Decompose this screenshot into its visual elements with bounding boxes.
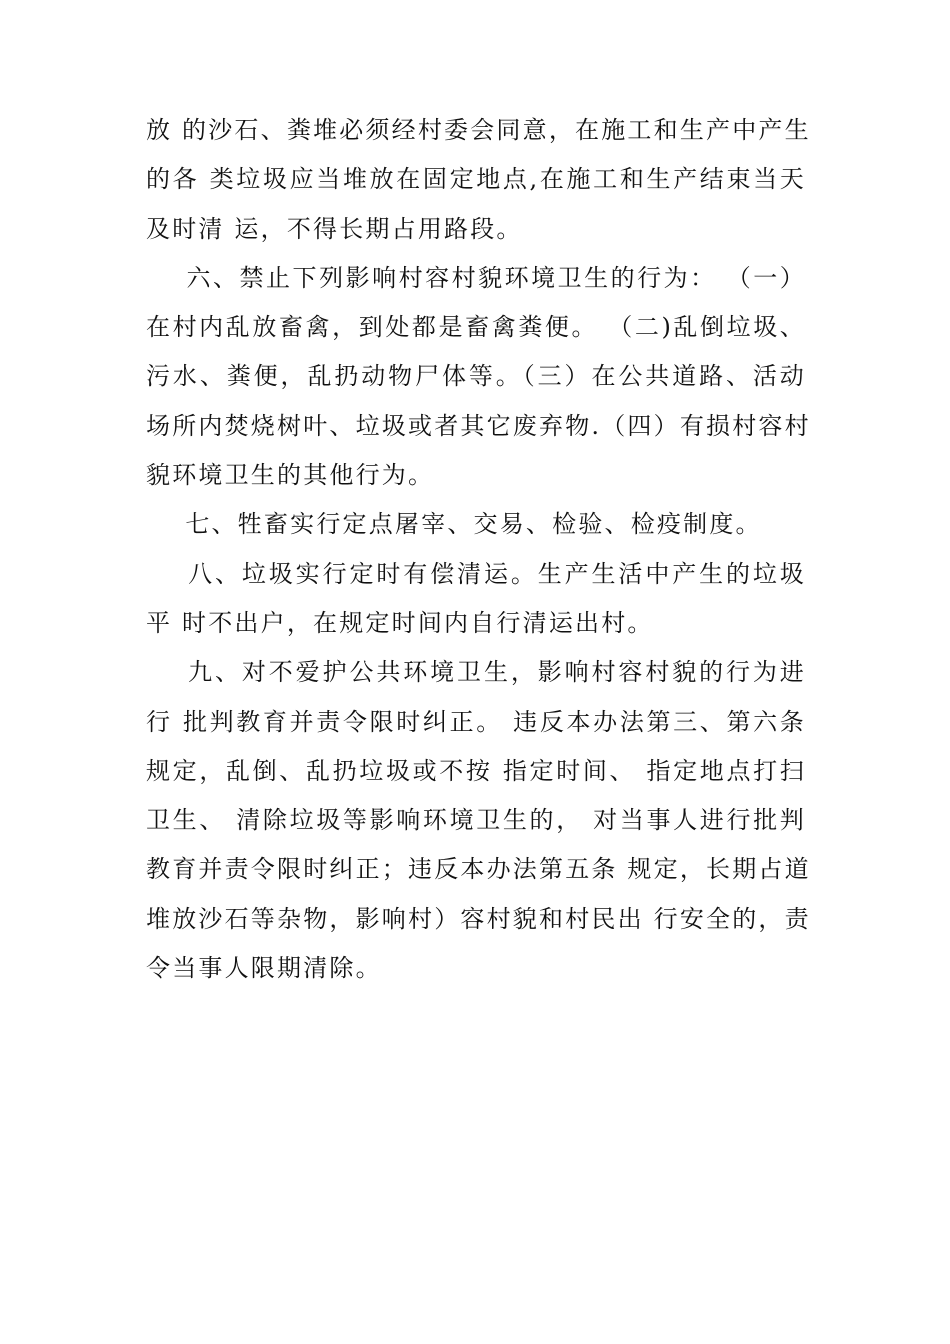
text-line: 放 的沙石、粪堆必须经村委会同意，在施工和生产中产生 bbox=[146, 116, 811, 144]
document-body bbox=[146, 106, 811, 993]
text-line: 七、牲畜实行定点屠宰、交易、检验、检疫制度。 bbox=[146, 510, 762, 539]
text-line: 貌环境卫生的其他行为。 bbox=[146, 461, 435, 490]
text-line: 令当事人限期清除。 bbox=[146, 954, 382, 983]
text-line: 场所内焚烧树叶、垃圾或者其它废弃物.（四）有损村容村 bbox=[146, 411, 811, 440]
text-line: 九、对不爱护公共环境卫生，影响村容村貌的行为进 bbox=[146, 658, 806, 687]
text-line: 污水、粪便，乱扔动物尸体等。（三）在公共道路、活动 bbox=[146, 362, 806, 391]
text-line: 教育并责令限时纠正；违反本办法第五条 规定，长期占道 bbox=[146, 855, 811, 884]
text-line: 八、垃圾实行定时有偿清运。生产生活中产生的垃圾 bbox=[146, 559, 806, 588]
text-line: 堆放沙石等杂物，影响村）容村貌和村民出 行安全的，责 bbox=[146, 904, 811, 933]
text-line: 的各 类垃圾应当堆放在固定地点,在施工和生产结束当天 bbox=[146, 165, 806, 194]
text-line: 平 时不出户，在规定时间内自行清运出村。 bbox=[146, 608, 654, 637]
text-line: 卫生、 清除垃圾等影响环境卫生的， 对当事人进行批判 bbox=[146, 806, 806, 835]
text-line: 及时清 运，不得长期占用路段。 bbox=[146, 214, 523, 243]
text-line: 行 批判教育并责令限时纠正。 违反本办法第三、第六条 bbox=[146, 707, 806, 736]
text-line: 规定，乱倒、乱扔垃圾或不按 指定时间、 指定地点打扫 bbox=[146, 756, 806, 785]
text-line: 在村内乱放畜禽，到处都是畜禽粪便。 （二)乱倒垃圾、 bbox=[146, 313, 806, 342]
text-line: 六、禁止下列影响村容村貌环境卫生的行为： （一） bbox=[146, 263, 806, 292]
